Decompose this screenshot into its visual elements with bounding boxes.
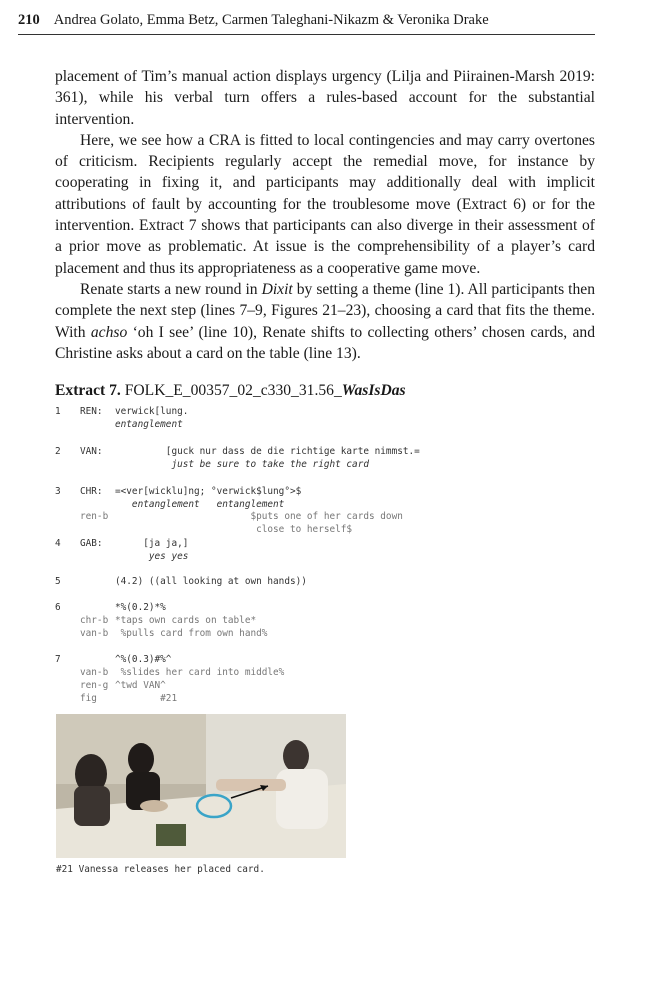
speaker-label: van-b bbox=[80, 628, 109, 639]
line-number: 3 bbox=[55, 486, 61, 497]
line-number: 6 bbox=[55, 602, 61, 613]
transcript-text: close to herself$ bbox=[115, 524, 353, 535]
transcript-text: #21 bbox=[115, 693, 178, 704]
speaker-label: CHR: bbox=[80, 486, 103, 497]
term-italic: achso bbox=[90, 323, 128, 341]
line-number: 4 bbox=[55, 538, 61, 549]
transcript-text: [ja ja,] bbox=[115, 538, 189, 549]
speaker-label: fig bbox=[80, 693, 97, 704]
transcript-text: *%(0.2)*% bbox=[115, 602, 166, 613]
speaker-label: ren-b bbox=[80, 511, 109, 522]
speaker-label: REN: bbox=[80, 406, 103, 417]
extract-id: FOLK_E_00357_02_c330_31.56_ bbox=[124, 382, 342, 399]
header-authors: Andrea Golato, Emma Betz, Carmen Taleghani-Nikazm & Veronika Drake bbox=[53, 12, 489, 28]
text-segment: by setting a theme (line 1). All participants then complete the next step (lines 7–9, Figures 21–23), choosing a card that fits the theme. With bbox=[55, 280, 596, 341]
speaker-label: VAN: bbox=[80, 446, 103, 457]
line-number: 1 bbox=[55, 406, 61, 417]
transcript-text: yes yes bbox=[115, 551, 189, 562]
transcript-text: ^twd VAN^ bbox=[115, 680, 166, 691]
figure-caption: #21 Vanessa releases her placed card. bbox=[56, 864, 265, 875]
extract-label: Extract 7. bbox=[55, 382, 121, 399]
figure-photo bbox=[56, 714, 346, 858]
paragraph bbox=[55, 279, 595, 364]
transcript-text: verwick[lung. bbox=[115, 406, 189, 417]
transcript-text: entanglement entanglement bbox=[115, 499, 285, 510]
line-number: 2 bbox=[55, 446, 61, 457]
transcript-text: %slides her card into middle% bbox=[115, 667, 285, 678]
transcript-text: %pulls card from own hand% bbox=[115, 628, 268, 639]
running-header bbox=[18, 12, 595, 35]
speaker-label: van-b bbox=[80, 667, 109, 678]
paragraph: placement of Tim’s manual action displays urgency (Lilja and Piirainen-Marsh 2019: 361), while his verbal turn offers a rules-based account for the substantial intervention. bbox=[55, 68, 595, 128]
transcript-text: just be sure to take the right card bbox=[115, 459, 369, 470]
speaker-label: ren-g bbox=[80, 680, 109, 691]
transcript-text: $puts one of her cards down bbox=[115, 511, 403, 522]
transcript-text: =<ver[wicklu]ng; °verwick$lung°>$ bbox=[115, 486, 302, 497]
body-text bbox=[55, 66, 595, 364]
line-number: 7 bbox=[55, 654, 61, 665]
transcript-text: *taps own cards on table* bbox=[115, 615, 257, 626]
text-segment: Renate starts a new round in bbox=[80, 280, 262, 298]
speaker-label: GAB: bbox=[80, 538, 103, 549]
transcript-text: ^%(0.3)#%^ bbox=[115, 654, 172, 665]
speaker-label: chr-b bbox=[80, 615, 109, 626]
transcript-text: [guck nur dass de die richtige karte nimmst.= bbox=[115, 446, 420, 457]
transcript-text: (4.2) ((all looking at own hands)) bbox=[115, 576, 307, 587]
photo-illustration bbox=[56, 714, 346, 858]
extract-name: WasIsDas bbox=[341, 382, 406, 399]
transcript-text: entanglement bbox=[115, 419, 183, 430]
extract-title bbox=[55, 382, 406, 400]
line-number: 5 bbox=[55, 576, 61, 587]
game-title-italic: Dixit bbox=[261, 280, 293, 298]
paragraph: Here, we see how a CRA is fitted to local contingencies and may carry overtones of criticism. Recipients regularly accept the remedial move, for instance by cooperating in fixing it, and participants may additionally deal with implicit attributions of fault by accounting for the troublesome move (Extract 6) or for the intervention. Extract 7 shows that participants can also diverge in their assessment of a prior move as problematic. At issue is the comprehensibility of a player’s card placement and thus its appropriateness as a cooperative game move. bbox=[55, 131, 595, 277]
page-number: 210 bbox=[18, 12, 40, 28]
text-segment: ‘oh I see’ (line 10), Renate shifts to collecting others’ chosen cards, and Christine asks about a card on the table (line 13). bbox=[55, 323, 595, 362]
